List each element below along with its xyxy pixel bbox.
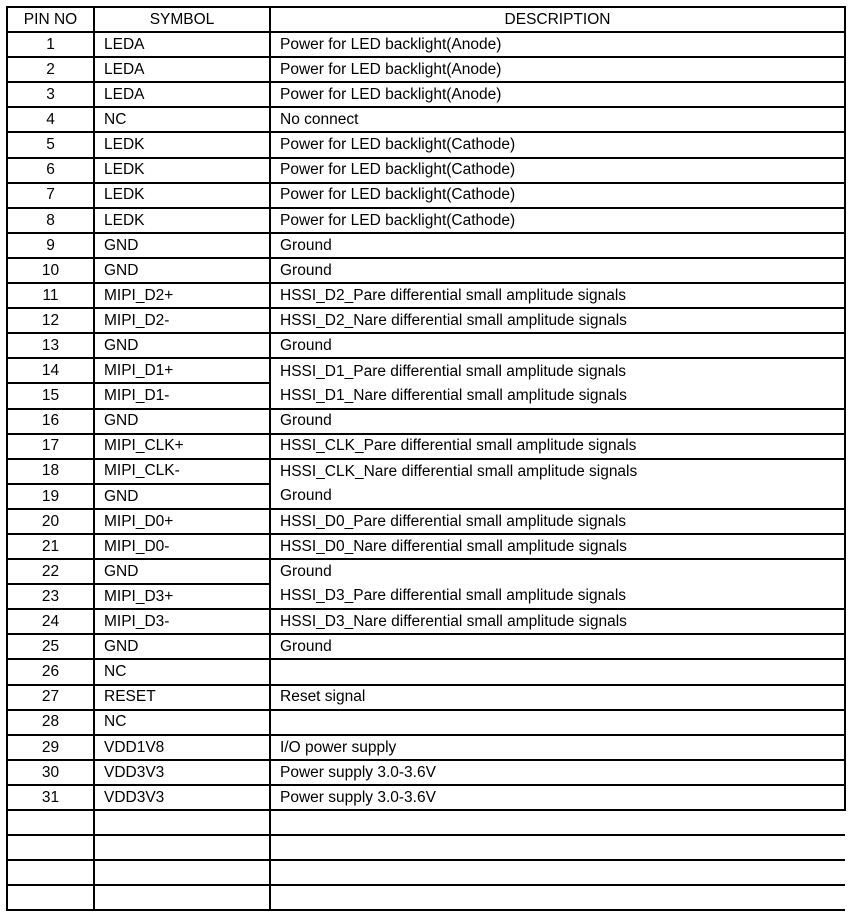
table-row bbox=[7, 559, 845, 584]
pin-number-cell bbox=[7, 860, 94, 885]
pin-table-body bbox=[7, 32, 845, 910]
symbol-cell: MIPI_D1+ bbox=[94, 358, 270, 383]
pin-number-cell: 4 bbox=[7, 107, 94, 132]
description-cell: Power for LED backlight(Cathode) bbox=[270, 183, 845, 208]
description-cell: HSSI_D2_Nare differential small amplitude signals bbox=[270, 308, 845, 333]
description-cell: Ground bbox=[270, 484, 845, 509]
table-row bbox=[7, 183, 845, 208]
pin-number-cell: 8 bbox=[7, 208, 94, 233]
description-cell: HSSI_CLK_Nare differential small amplitude signals bbox=[270, 459, 845, 484]
description-cell: HSSI_D1_Pare differential small amplitude signals bbox=[270, 358, 845, 383]
col-header-pin-no: PIN NO bbox=[7, 7, 94, 32]
symbol-cell: LEDK bbox=[94, 132, 270, 157]
pin-number-cell bbox=[7, 835, 94, 860]
symbol-cell bbox=[94, 885, 270, 910]
symbol-cell: LEDK bbox=[94, 158, 270, 183]
table-row bbox=[7, 82, 845, 107]
description-cell bbox=[270, 810, 845, 835]
description-cell: Ground bbox=[270, 409, 845, 434]
symbol-cell: GND bbox=[94, 258, 270, 283]
description-cell: I/O power supply bbox=[270, 735, 845, 760]
description-cell: Power for LED backlight(Anode) bbox=[270, 57, 845, 82]
pin-number-cell: 7 bbox=[7, 183, 94, 208]
table-row bbox=[7, 584, 845, 609]
col-header-description: DESCRIPTION bbox=[270, 7, 845, 32]
pin-number-cell: 20 bbox=[7, 509, 94, 534]
symbol-cell bbox=[94, 810, 270, 835]
table-row bbox=[7, 258, 845, 283]
description-cell: Ground bbox=[270, 559, 845, 584]
pin-number-cell: 5 bbox=[7, 132, 94, 157]
symbol-cell: GND bbox=[94, 333, 270, 358]
description-cell: Reset signal bbox=[270, 685, 845, 710]
table-row bbox=[7, 609, 845, 634]
pin-number-cell: 1 bbox=[7, 32, 94, 57]
symbol-cell: LEDA bbox=[94, 57, 270, 82]
description-cell: Power supply 3.0-3.6V bbox=[270, 760, 845, 785]
table-row bbox=[7, 659, 845, 684]
empty-row bbox=[7, 835, 845, 860]
symbol-cell: LEDA bbox=[94, 32, 270, 57]
table-row bbox=[7, 208, 845, 233]
symbol-cell: GND bbox=[94, 233, 270, 258]
pin-number-cell bbox=[7, 885, 94, 910]
description-cell: Power for LED backlight(Anode) bbox=[270, 82, 845, 107]
table-row bbox=[7, 32, 845, 57]
symbol-cell: MIPI_D3- bbox=[94, 609, 270, 634]
symbol-cell: LEDK bbox=[94, 208, 270, 233]
table-row bbox=[7, 233, 845, 258]
pin-number-cell: 11 bbox=[7, 283, 94, 308]
pin-number-cell: 30 bbox=[7, 760, 94, 785]
description-cell: Ground bbox=[270, 634, 845, 659]
pin-number-cell: 31 bbox=[7, 785, 94, 810]
empty-row bbox=[7, 810, 845, 835]
symbol-cell: MIPI_D3+ bbox=[94, 584, 270, 609]
pin-number-cell: 22 bbox=[7, 559, 94, 584]
description-cell bbox=[270, 659, 845, 684]
pin-number-cell: 27 bbox=[7, 685, 94, 710]
description-cell: Power for LED backlight(Cathode) bbox=[270, 158, 845, 183]
symbol-cell: GND bbox=[94, 484, 270, 509]
table-row bbox=[7, 685, 845, 710]
symbol-cell: MIPI_D2- bbox=[94, 308, 270, 333]
description-cell: HSSI_D3_Nare differential small amplitude signals bbox=[270, 609, 845, 634]
table-row bbox=[7, 735, 845, 760]
table-row bbox=[7, 132, 845, 157]
description-cell: Ground bbox=[270, 258, 845, 283]
description-cell bbox=[270, 860, 845, 885]
pin-number-cell: 10 bbox=[7, 258, 94, 283]
pin-number-cell: 28 bbox=[7, 710, 94, 735]
empty-row bbox=[7, 885, 845, 910]
header-row bbox=[7, 7, 845, 32]
table-row bbox=[7, 158, 845, 183]
pin-number-cell: 14 bbox=[7, 358, 94, 383]
table-row bbox=[7, 57, 845, 82]
pin-number-cell: 18 bbox=[7, 459, 94, 484]
description-cell: No connect bbox=[270, 107, 845, 132]
pin-number-cell: 15 bbox=[7, 383, 94, 408]
pin-number-cell: 3 bbox=[7, 82, 94, 107]
pin-number-cell: 13 bbox=[7, 333, 94, 358]
pin-number-cell: 24 bbox=[7, 609, 94, 634]
description-cell: Ground bbox=[270, 333, 845, 358]
pin-number-cell: 9 bbox=[7, 233, 94, 258]
description-cell: HSSI_CLK_Pare differential small amplitude signals bbox=[270, 434, 845, 459]
pin-number-cell: 23 bbox=[7, 584, 94, 609]
pin-number-cell: 26 bbox=[7, 659, 94, 684]
description-cell: HSSI_D3_Pare differential small amplitude signals bbox=[270, 584, 845, 609]
table-row bbox=[7, 534, 845, 559]
table-header bbox=[7, 7, 845, 32]
symbol-cell: NC bbox=[94, 710, 270, 735]
pin-number-cell: 19 bbox=[7, 484, 94, 509]
symbol-cell bbox=[94, 835, 270, 860]
symbol-cell: MIPI_CLK- bbox=[94, 459, 270, 484]
table-row bbox=[7, 634, 845, 659]
empty-row bbox=[7, 860, 845, 885]
symbol-cell: MIPI_D0- bbox=[94, 534, 270, 559]
symbol-cell: VDD3V3 bbox=[94, 785, 270, 810]
description-cell: HSSI_D0_Nare differential small amplitude signals bbox=[270, 534, 845, 559]
symbol-cell: MIPI_D2+ bbox=[94, 283, 270, 308]
description-cell: HSSI_D2_Pare differential small amplitude signals bbox=[270, 283, 845, 308]
symbol-cell: VDD3V3 bbox=[94, 760, 270, 785]
table-row bbox=[7, 760, 845, 785]
pin-number-cell: 16 bbox=[7, 409, 94, 434]
symbol-cell: NC bbox=[94, 659, 270, 684]
description-cell bbox=[270, 835, 845, 860]
col-header-symbol: SYMBOL bbox=[94, 7, 270, 32]
table-row bbox=[7, 409, 845, 434]
description-cell: Power for LED backlight(Anode) bbox=[270, 32, 845, 57]
description-cell bbox=[270, 885, 845, 910]
pin-number-cell bbox=[7, 810, 94, 835]
table-row bbox=[7, 107, 845, 132]
description-cell: Ground bbox=[270, 233, 845, 258]
table-row bbox=[7, 434, 845, 459]
pin-number-cell: 29 bbox=[7, 735, 94, 760]
table-row bbox=[7, 308, 845, 333]
table-row bbox=[7, 383, 845, 408]
symbol-cell: GND bbox=[94, 559, 270, 584]
description-cell bbox=[270, 710, 845, 735]
pin-assignment-table bbox=[6, 6, 846, 911]
table-row bbox=[7, 484, 845, 509]
symbol-cell: LEDK bbox=[94, 183, 270, 208]
symbol-cell bbox=[94, 860, 270, 885]
table-row bbox=[7, 459, 845, 484]
pin-number-cell: 25 bbox=[7, 634, 94, 659]
pin-number-cell: 2 bbox=[7, 57, 94, 82]
description-cell: HSSI_D0_Pare differential small amplitude signals bbox=[270, 509, 845, 534]
table-row bbox=[7, 785, 845, 810]
pin-number-cell: 12 bbox=[7, 308, 94, 333]
pin-number-cell: 6 bbox=[7, 158, 94, 183]
symbol-cell: MIPI_D0+ bbox=[94, 509, 270, 534]
symbol-cell: GND bbox=[94, 409, 270, 434]
description-cell: Power for LED backlight(Cathode) bbox=[270, 208, 845, 233]
table-row bbox=[7, 283, 845, 308]
symbol-cell: MIPI_D1- bbox=[94, 383, 270, 408]
description-cell: HSSI_D1_Nare differential small amplitude signals bbox=[270, 383, 845, 408]
table-row bbox=[7, 358, 845, 383]
description-cell: Power for LED backlight(Cathode) bbox=[270, 132, 845, 157]
symbol-cell: NC bbox=[94, 107, 270, 132]
symbol-cell: RESET bbox=[94, 685, 270, 710]
symbol-cell: VDD1V8 bbox=[94, 735, 270, 760]
table-row bbox=[7, 333, 845, 358]
table-row bbox=[7, 509, 845, 534]
pin-number-cell: 17 bbox=[7, 434, 94, 459]
symbol-cell: MIPI_CLK+ bbox=[94, 434, 270, 459]
symbol-cell: GND bbox=[94, 634, 270, 659]
description-cell: Power supply 3.0-3.6V bbox=[270, 785, 845, 810]
table-row bbox=[7, 710, 845, 735]
symbol-cell: LEDA bbox=[94, 82, 270, 107]
pin-number-cell: 21 bbox=[7, 534, 94, 559]
